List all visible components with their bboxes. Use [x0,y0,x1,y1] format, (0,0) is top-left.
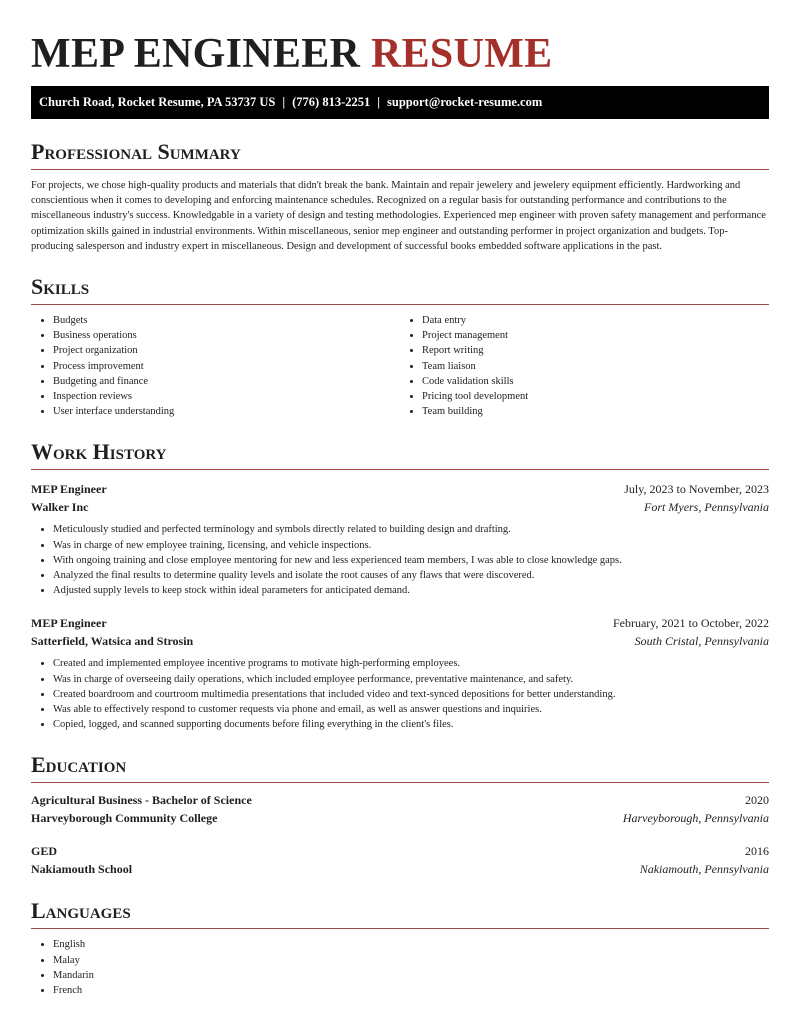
job-duty-item: • Was in charge of new employee training, licensing, and vehicle inspections. [53,538,769,553]
skills-heading: Skills [31,274,769,305]
job-header-row [31,480,769,498]
education-entry [31,842,769,878]
job-location: South Cristal, Pennsylvania [634,634,769,649]
education-school: Nakiamouth School [31,862,133,877]
skill-item: • Data entry [422,313,769,328]
skill-item: • Report writing [422,343,769,358]
skill-item: • Budgets [53,313,400,328]
job-role: MEP Engineer [31,616,107,631]
job-duty-item: • With ongoing training and close employee mentoring for new and less experienced team members, I was able to close knowledge gaps. [53,553,769,568]
languages-section [31,898,769,998]
education-section [31,752,769,878]
education-school-row [31,860,769,878]
skill-item: • Team building [422,404,769,419]
skills-list-right [400,313,769,419]
contact-address: Church Road, Rocket Resume, PA 53737 US [39,95,276,109]
skill-item: • Business operations [53,328,400,343]
education-school: Harveyborough Community College [31,811,218,826]
title-main: MEP ENGINEER [31,31,361,77]
language-item: • Malay [53,953,769,968]
skill-item: • Budgeting and finance [53,374,400,389]
job-dates: February, 2021 to October, 2022 [612,616,769,631]
job-entry [31,480,769,598]
education-year: 2016 [745,844,769,859]
job-company: Satterfield, Watsica and Strosin [31,634,194,649]
languages-list [31,937,769,998]
skills-section [31,274,769,419]
contact-phone[interactable]: (776) 813-2251 [292,95,371,109]
job-duty-item: • Analyzed the final results to determine quality levels and isolate the root causes of any flaws that were discovered. [53,568,769,583]
job-company-row [31,632,769,650]
education-degree: Agricultural Business - Bachelor of Science [31,793,252,808]
skill-item: • User interface understanding [53,404,400,419]
title-accent: RESUME [370,31,553,77]
skills-grid [31,305,769,419]
education-degree-row [31,842,769,860]
skills-column-left [31,305,400,419]
job-duties [31,656,769,732]
work-history-section [31,439,769,732]
job-duty-item: • Copied, logged, and scanned supporting documents before filing everything in the client's files. [53,717,769,732]
language-item: • French [53,983,769,998]
skill-item: • Project organization [53,343,400,358]
education-degree-row [31,791,769,809]
summary-text: For projects, we chose high-quality products and materials that didn't break the bank. Maintain and repair jewelery and jewelery equipment efficiently. Hardworking and conscientious when it comes to developing and enforcing maintenance schedules. Recognized on a regular basis for outstanding performance and contributions to the miscellaneous industry's success. Knowledgable in a variety of design and testing methodologies. Experienced mep engineer with proven safety management and performance optimization skills gained in industrial environments. Within miscellaneous, senior mep engineer and outstanding performer in project organization and budgets. Top-producing salesperson and industry expert in miscellaneous. Design and development of successful books embedded software applications in the past. [31,180,766,252]
job-duty-item: • Meticulously studied and perfected terminology and symbols directly related to building design and drafting. [53,522,769,537]
skills-column-right [400,305,769,419]
education-location: Nakiamouth, Pennsylvania [639,862,769,877]
job-duty-item: • Adjusted supply levels to keep stock within ideal parameters for anticipated demand. [53,583,769,598]
education-location: Harveyborough, Pennsylvania [622,811,769,826]
job-header-row [31,614,769,632]
job-location: Fort Myers, Pennsylvania [644,500,769,515]
summary-section [31,139,769,254]
skill-item: • Process improvement [53,359,400,374]
language-item: • Mandarin [53,968,769,983]
job-dates: July, 2023 to November, 2023 [624,482,769,497]
job-company: Walker Inc [31,500,89,515]
contact-email[interactable]: support@rocket-resume.com [387,95,543,109]
education-degree: GED [31,844,58,859]
job-role: MEP Engineer [31,482,107,497]
skills-list-left [31,313,400,419]
skill-item: • Inspection reviews [53,389,400,404]
job-duty-item: • Created and implemented employee incentive programs to motivate high-performing employees. [53,656,769,671]
resume-title [31,0,769,86]
job-duty-item: • Was in charge of overseeing daily operations, which included employee performance, preventative maintenance, and safety. [53,672,769,687]
skill-item: • Code validation skills [422,374,769,389]
contact-separator: | [377,95,381,109]
contact-bar [31,86,769,119]
skill-item: • Project management [422,328,769,343]
education-year: 2020 [745,793,769,808]
education-heading: Education [31,752,769,783]
job-duty-item: • Created boardroom and courtroom multimedia presentations that included video and text-synced depositions for better understanding. [53,687,769,702]
language-item: • English [53,937,769,952]
work-history-heading: Work History [31,439,769,470]
skill-item: • Pricing tool development [422,389,769,404]
skill-item: • Team liaison [422,359,769,374]
job-duty-item: • Was able to effectively respond to customer requests via phone and email, as well as answer questions and inquiries. [53,702,769,717]
summary-heading: Professional Summary [31,139,769,170]
contact-separator: | [282,95,286,109]
job-entry [31,614,769,732]
job-duties [31,522,769,598]
languages-heading: Languages [31,898,769,929]
education-entry [31,791,769,827]
education-school-row [31,809,769,827]
job-company-row [31,498,769,516]
